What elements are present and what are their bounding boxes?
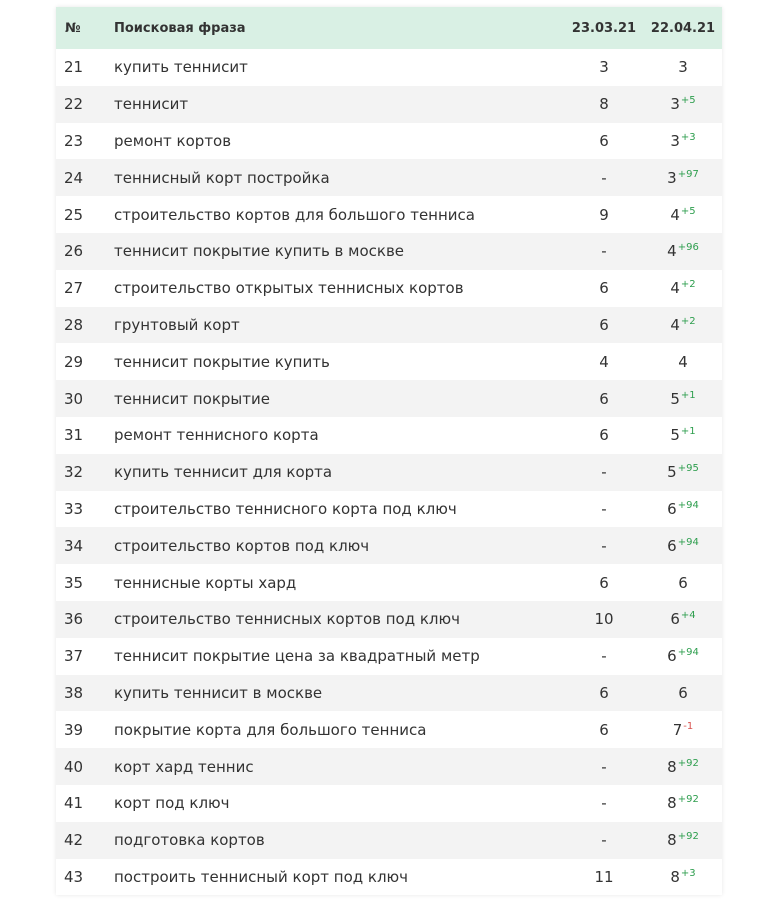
search-phrase: строительство теннисного корта под ключ xyxy=(114,499,457,518)
position-date-2: 4 xyxy=(670,279,680,298)
position-change: +92 xyxy=(677,831,699,843)
position-date-2: 6 xyxy=(667,499,677,518)
row-number: 29 xyxy=(64,352,84,371)
position-date-2-cell xyxy=(644,233,722,270)
position-date-1: 6 xyxy=(599,573,609,592)
position-date-1: - xyxy=(601,647,607,666)
position-date-2: 3 xyxy=(678,58,688,77)
table-row xyxy=(56,638,722,675)
position-date-1: - xyxy=(601,757,607,776)
position-date-2-cell xyxy=(644,785,722,822)
search-phrase: корт под ключ xyxy=(114,794,230,813)
header-number[interactable]: № xyxy=(65,20,81,36)
position-change: +94 xyxy=(677,536,699,548)
table-body xyxy=(56,49,722,895)
search-phrase: строительство открытых теннисных кортов xyxy=(114,279,464,298)
position-change: +94 xyxy=(677,499,699,511)
row-number: 30 xyxy=(64,389,84,408)
position-date-2: 6 xyxy=(678,683,688,702)
position-date-2-cell xyxy=(644,380,722,417)
row-number: 26 xyxy=(64,242,84,261)
position-date-2-cell xyxy=(644,49,722,86)
row-number: 24 xyxy=(64,168,84,187)
position-date-2: 4 xyxy=(667,242,677,261)
position-date-2: 4 xyxy=(678,352,688,371)
table-row xyxy=(56,417,722,454)
position-date-1: - xyxy=(601,831,607,850)
row-number: 31 xyxy=(64,426,84,445)
position-date-1: - xyxy=(601,794,607,813)
table-row xyxy=(56,527,722,564)
position-date-1: 6 xyxy=(599,131,609,150)
table-row xyxy=(56,564,722,601)
position-change: +92 xyxy=(677,757,699,769)
position-change: +4 xyxy=(680,610,696,622)
table-row xyxy=(56,159,722,196)
position-date-2: 8 xyxy=(670,867,680,886)
search-phrase: корт хард теннис xyxy=(114,757,254,776)
position-change: +1 xyxy=(680,426,696,438)
table-row xyxy=(56,711,722,748)
position-change: +5 xyxy=(680,205,696,217)
position-date-2: 8 xyxy=(667,794,677,813)
position-date-2-cell xyxy=(644,859,722,896)
position-date-2-cell xyxy=(644,564,722,601)
search-positions-table xyxy=(56,7,722,895)
position-date-2: 6 xyxy=(667,536,677,555)
position-date-1: 8 xyxy=(599,95,609,114)
search-phrase: построить теннисный корт под ключ xyxy=(114,867,409,886)
position-date-1: - xyxy=(601,463,607,482)
position-date-1: 6 xyxy=(599,279,609,298)
position-date-2-cell xyxy=(644,675,722,712)
position-change: +3 xyxy=(680,131,696,143)
position-date-1: 10 xyxy=(594,610,614,629)
position-date-2-cell xyxy=(644,527,722,564)
position-date-1: 6 xyxy=(599,389,609,408)
position-date-1: - xyxy=(601,499,607,518)
position-date-2-cell xyxy=(644,454,722,491)
position-date-1: 6 xyxy=(599,315,609,334)
row-number: 40 xyxy=(64,757,84,776)
row-number: 36 xyxy=(64,610,84,629)
position-date-2-cell xyxy=(644,711,722,748)
table-row xyxy=(56,86,722,123)
position-date-1: 9 xyxy=(599,205,609,224)
position-date-2-cell xyxy=(644,196,722,233)
row-number: 27 xyxy=(64,279,84,298)
position-change: +94 xyxy=(677,647,699,659)
position-date-2-cell xyxy=(644,748,722,785)
table-row xyxy=(56,233,722,270)
table-row xyxy=(56,196,722,233)
search-phrase: теннисные корты хард xyxy=(114,573,297,592)
position-date-2-cell xyxy=(644,491,722,528)
row-number: 22 xyxy=(64,95,84,114)
position-date-2: 4 xyxy=(670,205,680,224)
table-row xyxy=(56,343,722,380)
position-date-2-cell xyxy=(644,307,722,344)
position-date-2: 3 xyxy=(670,95,680,114)
table-row xyxy=(56,785,722,822)
row-number: 38 xyxy=(64,683,84,702)
position-change: +5 xyxy=(680,95,696,107)
position-date-2: 6 xyxy=(667,647,677,666)
position-change: -1 xyxy=(683,720,694,732)
search-phrase: ремонт кортов xyxy=(114,131,232,150)
position-date-1: 6 xyxy=(599,683,609,702)
position-date-2: 3 xyxy=(667,168,677,187)
header-search-phrase[interactable]: Поисковая фраза xyxy=(114,20,246,36)
position-date-2: 5 xyxy=(667,463,677,482)
search-phrase: теннисит покрытие xyxy=(114,389,270,408)
table-row xyxy=(56,491,722,528)
search-phrase: покрытие корта для большого тенниса xyxy=(114,720,427,739)
position-date-2-cell xyxy=(644,123,722,160)
row-number: 34 xyxy=(64,536,84,555)
table-row xyxy=(56,601,722,638)
position-change: +97 xyxy=(677,168,699,180)
row-number: 25 xyxy=(64,205,84,224)
row-number: 41 xyxy=(64,794,84,813)
position-date-2: 6 xyxy=(670,610,680,629)
row-number: 39 xyxy=(64,720,84,739)
row-number: 42 xyxy=(64,831,84,850)
position-date-1: 6 xyxy=(599,426,609,445)
row-number: 37 xyxy=(64,647,84,666)
position-date-2-cell xyxy=(644,638,722,675)
position-date-2: 7 xyxy=(672,720,683,739)
row-number: 21 xyxy=(64,58,84,77)
position-date-1: 4 xyxy=(599,352,609,371)
position-date-2: 5 xyxy=(670,389,680,408)
positions-table-container xyxy=(56,7,722,895)
search-phrase: теннисит xyxy=(114,95,189,114)
row-number: 32 xyxy=(64,463,84,482)
position-change: +2 xyxy=(680,315,696,327)
position-date-1: - xyxy=(601,536,607,555)
position-date-1: - xyxy=(601,242,607,261)
header-date-1[interactable]: 23.03.21 xyxy=(571,20,637,36)
table-row xyxy=(56,859,722,896)
search-phrase: подготовка кортов xyxy=(114,831,265,850)
position-date-2-cell xyxy=(644,159,722,196)
position-change: +3 xyxy=(680,867,696,879)
position-date-2: 5 xyxy=(670,426,680,445)
table-row xyxy=(56,123,722,160)
position-date-1: - xyxy=(601,168,607,187)
position-date-2: 8 xyxy=(667,757,677,776)
row-number: 33 xyxy=(64,499,84,518)
search-phrase: теннисит покрытие купить xyxy=(114,352,330,371)
row-number: 35 xyxy=(64,573,84,592)
search-phrase: купить теннисит xyxy=(114,58,248,77)
table-row xyxy=(56,307,722,344)
table-row xyxy=(56,380,722,417)
table-row xyxy=(56,454,722,491)
position-change: +2 xyxy=(680,279,696,291)
position-date-2: 6 xyxy=(678,573,688,592)
table-header-row xyxy=(56,7,722,49)
position-date-1: 3 xyxy=(599,58,609,77)
position-date-2-cell xyxy=(644,822,722,859)
search-phrase: ремонт теннисного корта xyxy=(114,426,319,445)
table-row xyxy=(56,822,722,859)
position-date-1: 6 xyxy=(599,720,609,739)
header-date-2[interactable]: 22.04.21 xyxy=(650,20,716,36)
position-date-1: 11 xyxy=(594,867,614,886)
position-change: +95 xyxy=(677,463,699,475)
search-phrase: строительство теннисных кортов под ключ xyxy=(114,610,461,629)
search-phrase: строительство кортов под ключ xyxy=(114,536,370,555)
position-date-2-cell xyxy=(644,601,722,638)
search-phrase: купить теннисит в москве xyxy=(114,683,323,702)
search-phrase: купить теннисит для корта xyxy=(114,463,333,482)
table-row xyxy=(56,49,722,86)
search-phrase: теннисит покрытие цена за квадратный метр xyxy=(114,647,480,666)
row-number: 43 xyxy=(64,867,84,886)
search-phrase: грунтовый корт xyxy=(114,315,240,334)
table-row xyxy=(56,748,722,785)
search-phrase: теннисный корт постройка xyxy=(114,168,330,187)
row-number: 28 xyxy=(64,315,84,334)
table-row xyxy=(56,270,722,307)
position-date-2: 8 xyxy=(667,831,677,850)
position-date-2-cell xyxy=(644,270,722,307)
position-date-2-cell xyxy=(644,86,722,123)
search-phrase: строительство кортов для большого тенниса xyxy=(114,205,475,224)
position-change: +96 xyxy=(677,242,699,254)
position-change: +92 xyxy=(677,794,699,806)
search-phrase: теннисит покрытие купить в москве xyxy=(114,242,405,261)
position-date-2: 4 xyxy=(670,315,680,334)
table-row xyxy=(56,675,722,712)
position-date-2-cell xyxy=(644,343,722,380)
position-date-2-cell xyxy=(644,417,722,454)
position-date-2: 3 xyxy=(670,131,680,150)
position-change: +1 xyxy=(680,389,696,401)
row-number: 23 xyxy=(64,131,84,150)
